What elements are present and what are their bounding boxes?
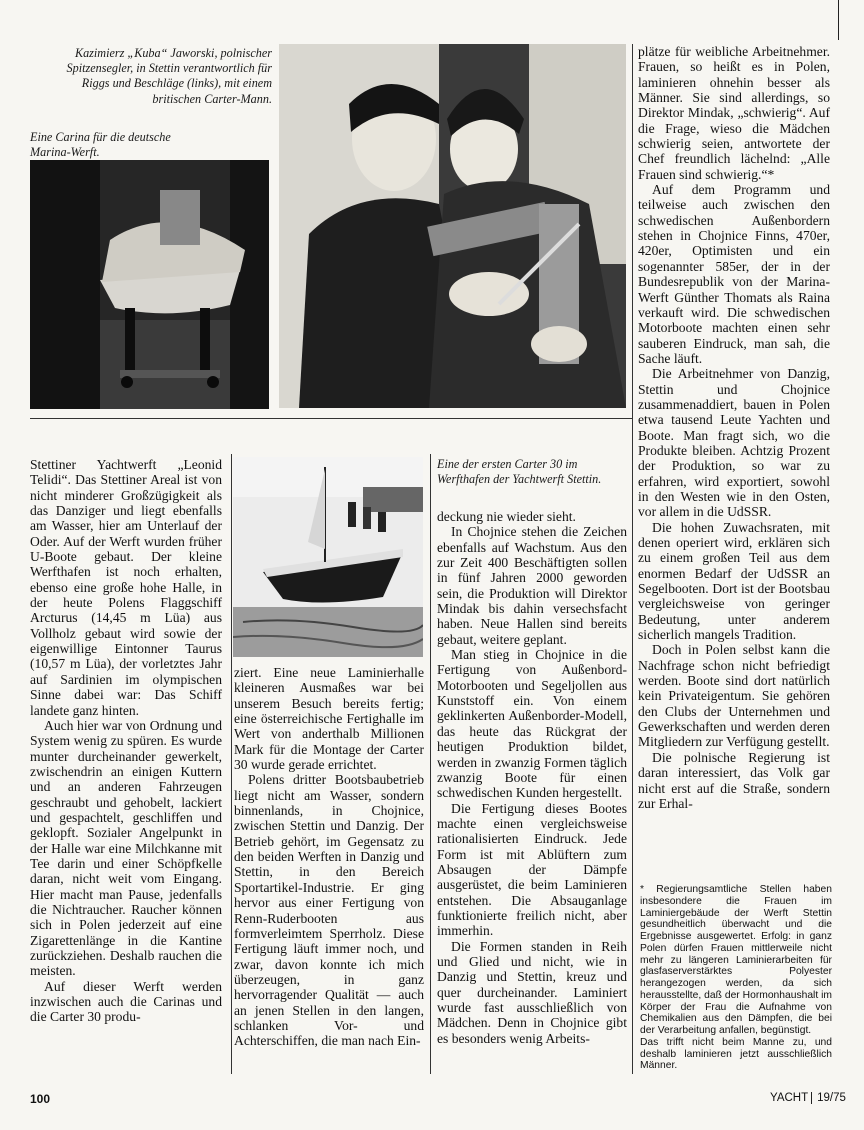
footnote-text: * Regierungsamtliche Stellen haben insbesondere die Frauen im Laminiergebäude der Werft Stettin gesundheitlich überwacht und die Ergebnisse ausgewertet. Erfolg: in ganz Polen dürfen Frauen mittlerweile nicht mehr zu längeren Laminierarbeiten für glasfaserverstärktes Polyester herangezogen werden, da sich herausstellte, daß der Hormonhaushalt im Körper der Frau die Aufnahme von Chemikalien aus den Dämpfen, die bei der Verarbeitung anfallen, begünstigt. bbox=[640, 884, 832, 1036]
footnote bbox=[640, 884, 832, 1072]
article-column-right bbox=[638, 44, 830, 811]
paragraph: Man stieg in Chojnice in die Fertigung von Außenbord-Motorbooten und Segeljollen aus Kunststoff ein. Von einem geklinkerten Außenborder-Modell, das heute das Rückgrat der heutigen Produktion bildet, werden in zwanzig Formen täglich zwanzig Boote für einen schwedischen Kunden hergestellt. bbox=[437, 647, 627, 801]
paragraph: Die Fertigung dieses Bootes machte einen vergleichsweise rationalisierten Eindruck. Jede Form ist mit Ablüftern zum Absaugen der Dämpfe ausgerüstet, die beim Laminieren entstehen. Die Absauganlage funktionierte freilich nicht, aber immerhin. bbox=[437, 800, 627, 939]
column-rule bbox=[632, 44, 633, 1074]
carina-boat-image bbox=[30, 160, 269, 409]
photo-two-men bbox=[279, 44, 626, 408]
carter-harbor-image bbox=[233, 457, 423, 657]
two-men-image bbox=[279, 44, 626, 408]
photo-carina-boat bbox=[30, 160, 269, 409]
article-column-b bbox=[234, 665, 424, 1049]
page-number: 100 bbox=[30, 1092, 51, 1106]
magazine-name: YACHT bbox=[770, 1092, 809, 1104]
paragraph: Die polnische Regierung ist daran interessiert, das Volk gar nicht erst auf die Straße, sondern zur Erhal- bbox=[638, 749, 830, 811]
paragraph: Polens dritter Bootsbaubetrieb liegt nicht am Wasser, sondern binnenlands, in Chojnice, zwischen Stettin und Danzig. Der Betrieb gehört, im Gegensatz zu den beiden Werften in Danzig und Stettin, in den Bereich Sportartikel-Industrie. Er ging hervor aus einer Fertigung von Renn-Ruderbooten aus formverleimtem Sperrholz. Diese Fertigung läuft immer noch, und zwar, davon konnte ich mich überzeugen, in ganz hervorragender Qualität — auch an jenen Stellen in den langen, schlanken Vor- und Achterschiffen, die man nach Ein- bbox=[234, 772, 424, 1049]
photo-carter-harbor bbox=[233, 457, 423, 657]
column-rule bbox=[231, 454, 232, 1074]
photo-caption-carina: Eine Carina für die deutsche Marina-Werft. bbox=[30, 130, 171, 160]
paragraph: ziert. Eine neue Laminierhalle kleineren Ausmaßes war bei unserem Besuch bereits fertig; eine österreichische Fertighalle im Wert von anderthalb Millionen Mark für die Montage der Carter 30 wurde gerade errichtet. bbox=[234, 665, 424, 773]
paragraph: Die Arbeitnehmer von Danzig, Stettin und Chojnice zusammenaddiert, bauen in Polen etwa tausend Leute Yachten und Boote. Man fragt sich, wo die Produkte bleiben. Achtzig Prozent der Produktion, so war zu erfahren, wird exportiert, sowohl in den Westen wie in den Osten, vor allem in die UdSSR. bbox=[638, 366, 830, 520]
paragraph: Die hohen Zuwachsraten, mit denen operiert wird, erklären sich zu einem großen Teil aus dem enormen Bedarf der UdSSR an Segelbooten. Dort ist der Bootsbau vergleichsweise von geringer Bedeutung, unter anderem sicherlich mangels Tradition. bbox=[638, 519, 830, 643]
article-column-c bbox=[437, 509, 627, 1046]
section-rule bbox=[30, 418, 632, 419]
issue-number: 19/75 bbox=[817, 1092, 846, 1104]
paragraph: plätze für weibliche Arbeitnehmer. Frauen, so heißt es in Polen, laminieren ohnehin besser als Männer. Sie sind allerdings, so Direktor Mindak, „schwierig“. Auf die Frage, wieso die Mädchen schwierig seien, antwortete der Chef freundlich lächelnd: „Alle Frauen sind schwierig.“* bbox=[638, 44, 830, 182]
photo-caption-jaworski: Kazimierz „Kuba“ Jaworski, polnischer Spitzensegler, in Stettin verantwortlich für Riggs und Beschläge (links), mit einem britischen Carter-Mann. bbox=[66, 46, 272, 106]
article-column-a bbox=[30, 457, 222, 1025]
paragraph: Auf dieser Werft werden inzwischen auch die Carinas und die Carter 30 produ- bbox=[30, 978, 222, 1025]
paragraph: Auch hier war von Ordnung und System wenig zu spüren. Es wurde munter durcheinander gewerkelt, zwischendrin an einigen Kuttern und an anderen Fahrzeugen geschraubt und gehobelt, lackiert und gespachtelt, geschliffen und geklopft. Sozialer Angelpunkt in der Halle war eine Milchkanne mit Tee darin und einer Schöpfkelle daran, nicht weit vom Eingang. Hier macht man Pause, jedenfalls die Nichtraucher. Raucher können sich in Polen jederzeit auf eine Zigarettenlänge in die Kantine zurückziehen. Deshalb rauchen die meisten. bbox=[30, 717, 222, 979]
paragraph: Doch in Polen selbst kann die Nachfrage schon nicht befriedigt werden. Boote sind dort natürlich kein Privateigentum. Sie gehören den Clubs der Unternehmen und Gewerkschaften und werden deren Mitgliedern zur Verfügung gestellt. bbox=[638, 642, 830, 750]
magazine-issue bbox=[770, 1092, 846, 1104]
paragraph: Stettiner Yachtwerft „Leonid Telidi“. Das Stettiner Areal ist von nicht minderer Großzügigkeit als das Danziger und liegt ebenfalls am Wasser, hier am Unterlauf der Oder. Auf der Werft wurden früher U-Boote gebaut. Der kleine Werfthafen ist noch erhalten, ebenso eine große hohe Halle, in der heute Polens Flaggschiff Arcturus (14,45 m Lüa) aus Vollholz gebaut wird sowie der eigenwillige Eintonner Taurus (10,57 m Lüa), der vorletztes Jahr auf Sardinien im olympischen Sinne dabei war: Das Schiff landete ganz hinten. bbox=[30, 457, 222, 718]
paragraph: Auf dem Programm und teilweise auch zwischen den schwedischen Außenbordern stehen in Chojnice Finns, 470er, 420er, Optimisten und ein sogenannter 585er, der in der Bundesrepublik von der Marina-Werft Günther Thomats als Raina verkauft wird. Die schwedischen Motorboote machten einen sehr sauberen Eindruck, man sah, die Sache läuft. bbox=[638, 182, 830, 366]
paragraph: In Chojnice stehen die Zeichen ebenfalls auf Wachstum. Aus den zur Zeit 400 Beschäftigten sollen in fünf Jahren 2000 geworden sein, die Produktion will Direktor Mindak bis dahin versechsfacht haben. Neue Hallen sind bereits gebaut, weitere geplant. bbox=[437, 524, 627, 647]
page-edge bbox=[838, 0, 839, 40]
paragraph: Die Formen standen in Reih und Glied und nicht, wie in Danzig und Stettin, kreuz und quer durcheinander. Laminiert wurde fast ausschließlich von Mädchen. Denn in Chojnice gibt es besonders wenig Arbeits- bbox=[437, 938, 627, 1046]
footnote-text: Das trifft nicht beim Manne zu, und deshalb laminieren jetzt ausschließlich Männer. bbox=[640, 1036, 832, 1072]
column-rule bbox=[430, 454, 431, 1074]
paragraph: deckung nie wieder sieht. bbox=[437, 509, 576, 524]
photo-caption-carter: Eine der ersten Carter 30 im Werfthafen der Yachtwerft Stettin. bbox=[437, 457, 602, 487]
